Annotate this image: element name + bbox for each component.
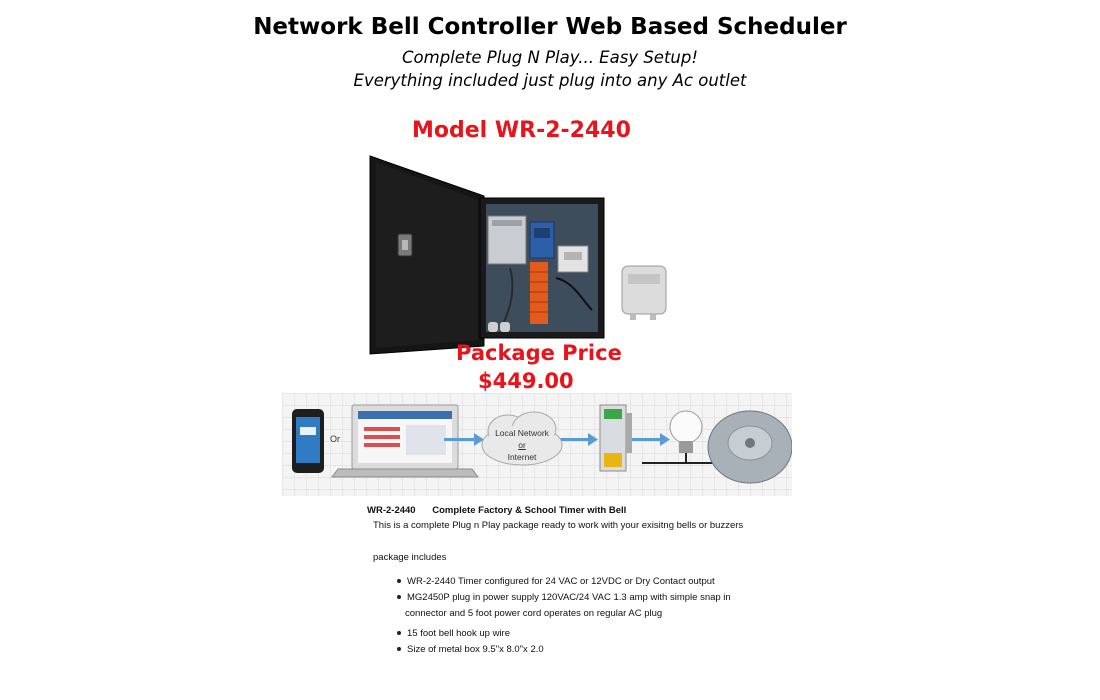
description-heading: Complete Factory & School Timer with Bell [432,505,627,516]
cloud-line-3: Internet [507,452,537,462]
bullet-icon [397,579,401,583]
controller-icon [600,405,632,471]
enclosure-photo [360,150,720,360]
list-item: Size of metal box 9.5"x 8.0"x 2.0 [397,644,544,655]
page-title: Network Bell Controller Web Based Scheduler [253,14,847,40]
smartphone-icon [292,409,324,473]
list-item: 15 foot bell hook up wire [397,628,510,639]
model-label: Model WR-2-2440 [412,118,631,143]
package-price: $449.00 [478,369,574,393]
description-intro: This is a complete Plug n Play package ready to work with your exisitng bells or buzzers [373,520,744,531]
includes-label: package includes [373,552,447,563]
bullet-icon [397,647,401,651]
cloud-label [482,427,562,463]
or-label: Or [330,434,340,444]
subtitle-2: Everything included just plug into any Ac outlet [353,71,747,90]
list-item: MG2450P plug in power supply 120VAC/24 VAC 1.3 amp with simple snap in [397,592,731,603]
bullet-icon [397,595,401,599]
subtitle-1: Complete Plug N Play... Easy Setup! [402,48,698,67]
description-heading-row [367,505,626,516]
light-bulb-icon [670,411,702,463]
price-label: Package Price [456,341,622,365]
power-supply [622,266,666,320]
cloud-line-2: or [518,440,526,450]
terminal-strip [530,262,548,324]
list-item-continuation: connector and 5 foot power cord operates on regular AC plug [405,608,663,619]
connection-diagram [282,393,792,496]
list-item: WR-2-2440 Timer configured for 24 VAC or 12VDC or Dry Contact output [397,576,715,587]
cloud-line-1: Local Network [495,428,549,438]
relay-board [530,222,554,258]
bullet-icon [397,631,401,635]
model-code: WR-2-2440 [367,505,416,516]
bell-icon [708,411,792,483]
